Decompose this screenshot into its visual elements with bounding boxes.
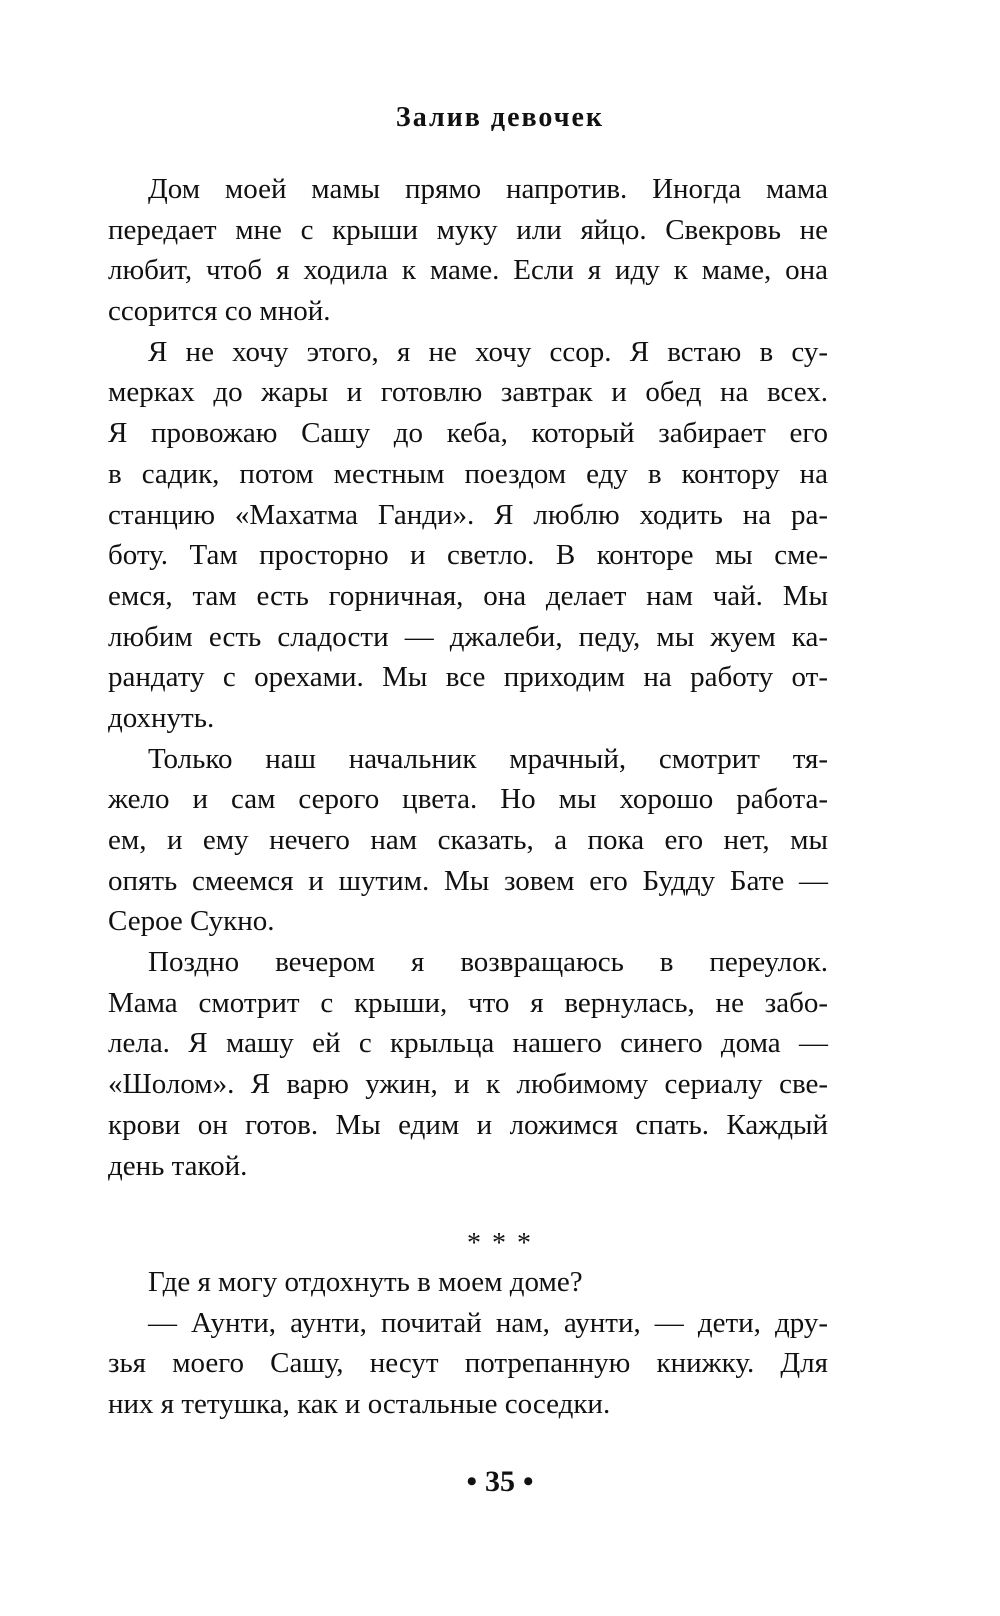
main-text — [108, 169, 828, 1186]
text-line: боту. Там просторно и светло. В конторе мы сме- — [108, 539, 828, 572]
text-line: Поздно вечером я возвращаюсь в переулок. — [148, 946, 828, 979]
text-line: лела. Я машу ей с крыльца нашего синего дома — — [108, 1027, 828, 1060]
text-line: Серое Сукно. — [108, 905, 275, 938]
section-separator: * * * — [467, 1228, 533, 1259]
text-line: емся, там есть горничная, она делает нам чай. Мы — [108, 579, 828, 612]
text-line: зья моего Сашу, несут потрепанную книжку. Для — [108, 1347, 828, 1380]
text-line: рандату с орехами. Мы все приходим на работу от- — [108, 661, 828, 694]
text-line: Дом моей мамы прямо напротив. Иногда мама — [148, 173, 828, 205]
text-line: Мама смотрит с крыши, что я вернулась, не забо- — [108, 986, 828, 1019]
bullet-icon: • — [466, 1465, 477, 1498]
text-line: станцию «Махатма Ганди». Я люблю ходить на ра- — [108, 498, 828, 531]
text-line: Я провожаю Сашу до кеба, который забирает его — [108, 417, 828, 450]
text-line: крови он готов. Мы едим и ложимся спать. Каждый — [108, 1108, 828, 1141]
text-line: ем, и ему нечего нам сказать, а пока его нет, мы — [108, 824, 828, 856]
text-line: любит, чтоб я ходила к маме. Если я иду к маме, она — [108, 254, 828, 287]
text-line: — Аунти, аунти, почитай нам, аунти, — дети, дру- — [148, 1306, 828, 1339]
text-line: ссорится со мной. — [108, 295, 331, 328]
text-line: Где я могу отдохнуть в моем доме? — [148, 1266, 583, 1298]
text-line: любим есть сладости — джалеби, педу, мы жуем ка- — [108, 620, 828, 653]
text-line: день такой. — [108, 1149, 248, 1182]
text-line: передает мне с крыши муку или яйцо. Свекровь не — [108, 213, 828, 246]
text-line: в садик, потом местным поездом еду в контору на — [108, 457, 828, 490]
main-text-continued — [108, 1262, 828, 1425]
text-line: Только наш начальник мрачный, смотрит тя- — [148, 742, 828, 775]
text-line: Я не хочу этого, я не хочу ссор. Я встаю в су- — [148, 335, 828, 368]
text-line: «Шолом». Я варю ужин, и к любимому сериалу све- — [108, 1068, 828, 1101]
running-head: Залив девочек — [395, 102, 605, 133]
text-line: мерках до жары и готовлю завтрак и обед на всех. — [108, 376, 828, 409]
text-line: жело и сам серого цвета. Но мы хорошо работа- — [108, 783, 828, 816]
bullet-icon: • — [523, 1465, 534, 1498]
page-number — [0, 1465, 1000, 1499]
text-line: дохнуть. — [108, 701, 215, 734]
text-line: них я тетушка, как и остальные соседки. — [108, 1388, 611, 1421]
page-number-value: 35 — [485, 1465, 515, 1498]
text-line: опять смеемся и шутим. Мы зовем его Будду Бате — — [108, 864, 828, 897]
